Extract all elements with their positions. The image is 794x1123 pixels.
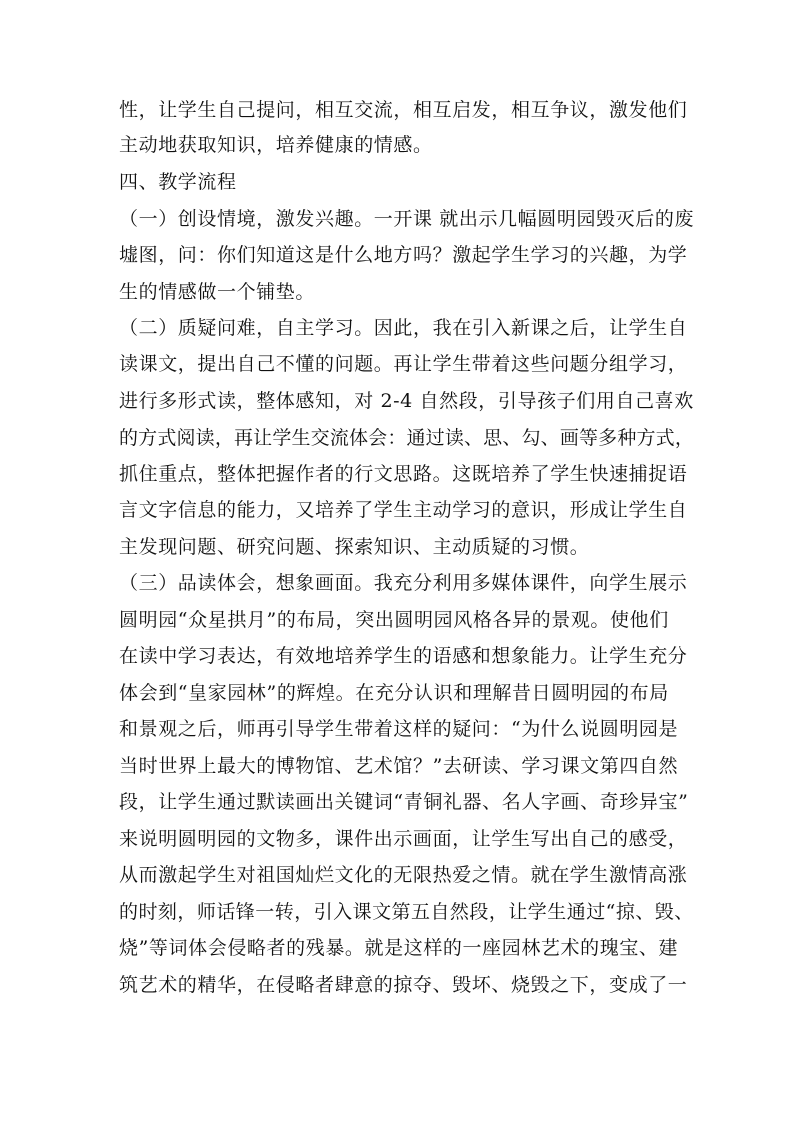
text-line: 段，让学生通过默读画出关键词“青铜礼器、名人字画、奇珍异宝”	[119, 791, 689, 813]
text-line: 圆明园“众星拱月”的布局，突出圆明园风格各异的景观。使他们	[119, 609, 669, 631]
text-line: 言文字信息的能力，又培养了学生主动学习的意识，形成让学生自	[119, 499, 688, 521]
text-line: 主动地获取知识，培养健康的情感。	[119, 134, 433, 156]
section-heading: 四、教学流程	[119, 171, 237, 193]
text-line: （三）品读体会，想象画面。我充分利用多媒体课件，向学生展示	[119, 572, 688, 594]
text-line: 当时世界上最大的博物馆、艺术馆？”去研读、学习课文第四自然	[119, 755, 679, 777]
text-line: 读课文，提出自己不懂的问题。再让学生带着这些问题分组学习，	[119, 353, 688, 375]
text-line: （二）质疑问难，自主学习。因此，我在引入新课之后，让学生自	[119, 317, 688, 339]
text-line: 从而激起学生对祖国灿烂文化的无限热爱之情。就在学生激情高涨	[119, 864, 688, 886]
text-line: 体会到“皇家园林”的辉煌。在充分认识和理解昔日圆明园的布局	[119, 682, 669, 704]
text-line: 在读中学习表达，有效地培养学生的语感和想象能力。让学生充分	[119, 645, 688, 667]
text-line: 墟图，问：你们知道这是什么地方吗？激起学生学习的兴趣，为学	[119, 244, 688, 266]
text-line: 抓住重点，整体把握作者的行文思路。这既培养了学生快速捕捉语	[119, 463, 688, 485]
text-line: 的方式阅读，再让学生交流体会：通过读、思、勾、画等多种方式，	[119, 427, 695, 449]
text-line: 主发现问题、研究问题、探索知识、主动质疑的习惯。	[119, 536, 590, 558]
text-line: 进行多形式读，整体感知，对 2-4 自然段，引导孩子们用自己喜欢	[119, 390, 694, 412]
text-line: 筑艺术的精华，在侵略者肆意的掠夺、毁坏、烧毁之下，变成了一	[119, 974, 688, 996]
text-line: 性，让学生自己提问，相互交流，相互启发，相互争议，激发他们	[119, 99, 688, 121]
text-line: 生的情感做一个铺垫。	[119, 281, 316, 303]
text-line: 的时刻，师话锋一转，引入课文第五自然段，让学生通过“掠、毁、	[119, 901, 694, 923]
text-line: 和景观之后，师再引导学生带着这样的疑问：“为什么说圆明园是	[119, 718, 679, 740]
text-line: 烧”等词体会侵略者的残暴。就是这样的一座园林艺术的瑰宝、建	[119, 937, 679, 959]
text-line: （一）创设情境，激发兴趣。一开课 就出示几幅圆明园毁灭后的废	[119, 208, 695, 230]
text-line: 来说明圆明园的文物多，课件出示画面，让学生写出自己的感受，	[119, 828, 688, 850]
